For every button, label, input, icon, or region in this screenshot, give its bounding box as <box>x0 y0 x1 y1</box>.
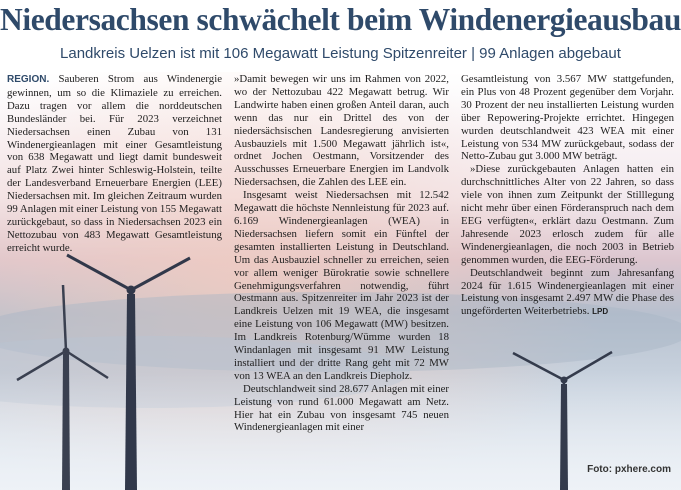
paragraph-text: Deutschlandweit beginnt zum Jahresanfang 2024 für 1.615 Windenergieanlagen mit einer Leistung von insgesamt 2.497 MW die Phase des ungeförderten Weiterbetriebs. <box>461 266 674 318</box>
paragraph-text: Sauberen Strom aus Windenergie gewinnen, um so die Klimaziele zu erreichen. Dazu tragen vor allem die norddeutschen Bundesländer bei. Für 2023 verzeichnet Niedersachsen einen Zubau von 131 Windenergieanlagen mit einer Gesamtleistung von 638 Megawatt und liegt damit bundesweit auf Platz Zwei hinter Schleswig-Holstein, teilte der Landesverband Erneuerbare Energien (LEE) Niedersachsen mit. Im gleichen Zeitraum wurden 99 Anlagen mit einer Leistung von 155 Megawatt zurückgebaut, so dass in Niedersachsen 2023 ein Nettozubau von 483 Megawatt Gesamtleistung erreicht wurde. <box>7 73 222 254</box>
paragraph: Deutschlandweit sind 28.677 Anlagen mit einer Leistung von rund 61.000 Megawatt am Netz. Hier hat ein Zubau von insgesamt 745 neuen Windenergieanlagen mit einer <box>234 382 449 434</box>
text-column-1 <box>7 73 222 255</box>
paragraph: »Diese zurückgebauten Anlagen hatten ein durchschnittliches Alter von 22 Jahren, so dass viele von ihnen zum Zeitpunkt der Stilllegung nicht mehr über einen Förderanspruch nach dem EEG verfügten«, erklärt dazu Oestmann. Zum Jahresende 2023 erlosch zudem für alle Windenergieanlagen, die noch 2003 in Betrieb genommen wurden, die EEG-Förderung. <box>461 163 674 266</box>
region-label: REGION. <box>7 74 50 85</box>
paragraph: Gesamtleistung von 3.567 MW stattgefunden, ein Plus von 48 Prozent gegenüber dem Vorjahr. 30 Prozent der neu installierten Leistung wurden über Repowering-Projekte errichtet. Hingegen wurden deutschlandweit 423 WEA mit einer Leistung von 534 MW zurückgebaut, sodass der Netto-Zubau gut 3.000 MW beträgt. <box>461 73 674 163</box>
text-column-3 <box>461 73 674 319</box>
article-headline: Niedersachsen schwächelt beim Windenergieausbau <box>0 2 681 37</box>
paragraph: Insgesamt weist Niedersachsen mit 12.542 Megawatt die höchste Nennleistung für 2023 auf. 6.169 Windenergieanlagen (WEA) in Niedersachsen liefern somit ein Fünftel der gesamten installierten Leistung in Deutschland. Um das Ausbauziel schneller zu erreichen, seien vor allem weniger Bürokratie sowie schnellere Genehmigungsverfahren notwendig, führt Oestmann aus. Spitzenreiter im Jahr 2023 ist der Landkreis Uelzen mit 19 WEA, die insgesamt eine Leistung von 106 Megawatt (MW) besitzen. Im Landkreis Rotenburg/Wümme wurden 18 Windanlagen mit insgesamt 91 MW Leistung installiert und der dritte Rang geht mit 72 MW von 13 WEA an den Landkreis Diepholz. <box>234 189 449 382</box>
paragraph <box>7 73 222 255</box>
photo-credit: Foto: pxhere.com <box>587 464 671 475</box>
author-tag: LPD <box>592 307 609 317</box>
article-subheadline: Landkreis Uelzen ist mit 106 Megawatt Leistung Spitzenreiter | 99 Anlagen abgebaut <box>60 45 621 62</box>
paragraph <box>461 267 674 320</box>
paragraph: »Damit bewegen wir uns im Rahmen von 2022, wo der Nettozubau 422 Megawatt betrug. Wir Landwirte haben einen großen Anteil daran, auch wenn das nur ein Drittel des von der niedersächsischen Landesregierung anvisierten Ausbauziels mit 1.500 Megawatt jährlich ist«, ordnet Jochen Oestmann, Vorsitzender des Ausschusses Erneuerbare Energien im Landvolk Niedersachsen, die Zahlen des LEE ein. <box>234 73 449 189</box>
text-column-2 <box>234 73 449 434</box>
